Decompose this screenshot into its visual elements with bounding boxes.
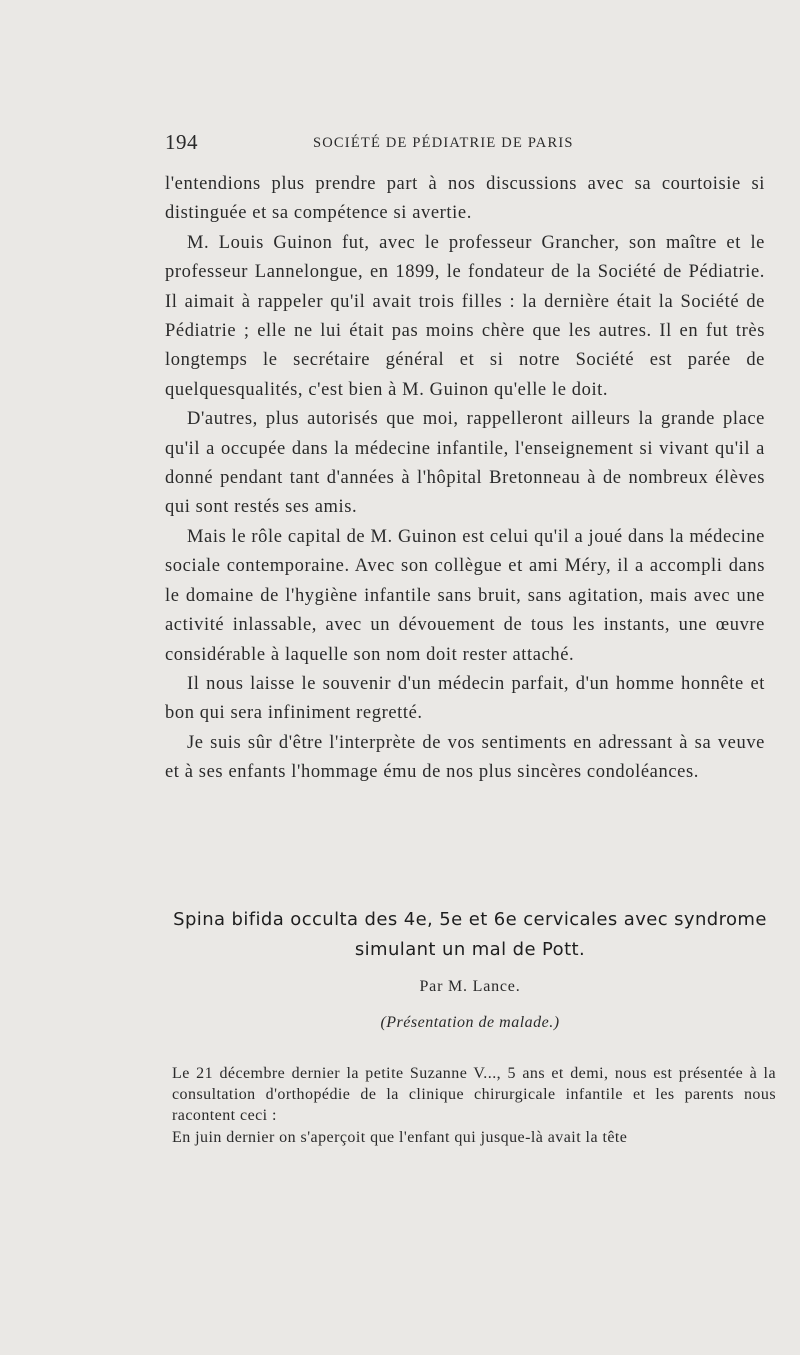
page-number: 194 (165, 130, 198, 154)
body-text (165, 170, 765, 788)
presentation-note: (Présentation de malade.) (380, 1014, 560, 1031)
paragraph: D'autres, plus autorisés que moi, rappelleront ailleurs la grande place qu'il a occupée dans la médecine infantile, l'enseignement si vivant qu'il a donné pendant tant d'années à l'hôpital Bretonneau à de nombreux élèves qui sont restés ses amis. (165, 409, 765, 518)
case-text (172, 1063, 776, 1148)
page-header (165, 130, 785, 158)
paragraph: Je suis sûr d'être l'interprète de vos sentiments en adressant à sa veuve et à ses enfants l'hommage ému de nos plus sincères condoléances. (165, 732, 765, 783)
paragraph: En juin dernier on s'aperçoit que l'enfant qui jusque-là avait la tête (172, 1128, 628, 1146)
section-title-line-1: Spina bifida occulta des 4e, 5e et 6e cervicales avec syndrome (173, 909, 767, 930)
running-title: SOCIÉTÉ DE PÉDIATRIE DE PARIS (313, 135, 574, 151)
paragraph: M. Louis Guinon fut, avec le professeur Grancher, son maître et le professeur Lannelongue, en 1899, le fondateur de la Société de Pédiatrie. Il aimait à rappeler qu'il avait trois filles : la dernière était la Société de Pédiatrie ; elle ne lui était pas moins chère que les autres. Il en fut très longtemps le secrétaire général et si notre Société est parée de quelquesqualités, c'est bien à M. Guinon qu'elle le doit. (165, 232, 765, 400)
section-title (165, 905, 775, 965)
paragraph: Le 21 décembre dernier la petite Suzanne V..., 5 ans et demi, nous est présentée à la consultation d'orthopédie de la clinique chirurgicale infantile et les parents nous racontent ceci : (172, 1065, 776, 1125)
paragraph: Mais le rôle capital de M. Guinon est celui qu'il a joué dans la médecine sociale contemporaine. Avec son collègue et ami Méry, il a accompli dans le domaine de l'hygiène infantile sans bruit, sans agitation, mais avec une activité inlassable, avec un dévouement de tous les instants, une œuvre considérable à laquelle son nom doit rester attaché. (165, 526, 765, 665)
author-line: Par M. Lance. (419, 978, 521, 995)
paragraph: Il nous laisse le souvenir d'un médecin parfait, d'un homme honnête et bon qui sera infiniment regretté. (165, 673, 765, 724)
paragraph: l'entendions plus prendre part à nos discussions avec sa courtoisie si distinguée et sa compétence si avertie. (165, 174, 765, 224)
section-title-line-2: simulant un mal de Pott. (354, 939, 586, 960)
